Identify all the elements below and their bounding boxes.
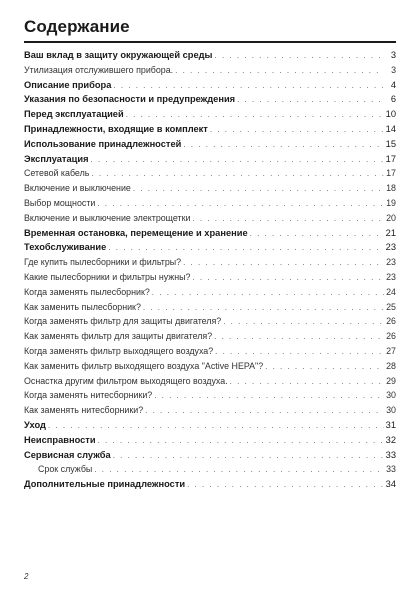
- toc-entry-label: Какие пылесборники и фильтры нужны?: [24, 271, 191, 282]
- toc-entry-page: 31: [385, 419, 396, 430]
- toc-entry[interactable]: [24, 139, 396, 154]
- toc-entry[interactable]: [24, 316, 396, 331]
- toc-entry-label: Включение и выключение электрощетки: [24, 212, 191, 223]
- dot-leader: [111, 81, 384, 90]
- toc-entry[interactable]: [24, 272, 396, 287]
- dot-leader: [213, 347, 384, 356]
- toc-entry-page: 10: [385, 109, 396, 120]
- toc-entry-label: Техобслуживание: [24, 242, 107, 253]
- toc-entry-page: 33: [386, 464, 396, 475]
- toc-entry[interactable]: [24, 464, 396, 479]
- toc-entry-page: 34: [385, 479, 396, 490]
- toc-entry-label: Описание прибора: [24, 79, 112, 90]
- toc-entry[interactable]: [24, 302, 396, 317]
- toc-entry-label: Как заменить фильтр выходящего воздуха "Active HEPA"?: [24, 360, 264, 371]
- toc-entry-page: 30: [386, 405, 396, 416]
- toc-entry[interactable]: [24, 183, 396, 198]
- toc-entry-page: 18: [386, 183, 396, 194]
- dot-leader: [95, 199, 384, 208]
- toc-entry-page: 32: [385, 434, 396, 445]
- toc-entry[interactable]: [24, 228, 396, 243]
- dot-leader: [106, 243, 384, 252]
- toc-entry-label: Указания по безопасности и предупреждения: [24, 94, 236, 105]
- page-number: 2: [24, 572, 29, 581]
- toc-entry-label: Включение и выключение: [24, 183, 131, 194]
- toc-entry[interactable]: [24, 94, 396, 109]
- toc-entry-label: Как заменять нитесборники?: [24, 405, 144, 416]
- dot-leader: [150, 288, 384, 297]
- toc-entry-label: Использование принадлежностей: [24, 138, 182, 149]
- toc-entry-label: Выбор мощности: [24, 197, 96, 208]
- toc-entry-label: Ваш вклад в защиту окружающей среды: [24, 50, 213, 60]
- toc-entry-page: 26: [386, 316, 396, 327]
- dot-leader: [111, 451, 384, 460]
- toc-entry-page: 6: [390, 94, 396, 105]
- toc-entry-page: 17: [386, 168, 396, 179]
- toc-entry-page: 23: [385, 242, 396, 253]
- toc-entry[interactable]: [24, 435, 396, 450]
- dot-leader: [221, 317, 384, 326]
- toc-entry[interactable]: [24, 213, 396, 228]
- toc-entry-page: 15: [385, 138, 396, 149]
- toc-entry[interactable]: [24, 479, 396, 494]
- toc-entry[interactable]: [24, 198, 396, 213]
- dot-leader: [143, 406, 384, 415]
- toc-entry-page: 27: [386, 345, 396, 356]
- toc-entry-label: Принадлежности, входящие в комплект: [24, 123, 208, 134]
- toc-entry-label: Сетевой кабель: [24, 168, 90, 179]
- toc-entry-label: Неисправности: [24, 434, 96, 445]
- toc-entry-label: Дополнительные принадлежности: [24, 479, 186, 490]
- toc-entry-label: Оснастка другим фильтром выходящего воздуха.: [24, 375, 228, 386]
- toc-entry-page: 23: [386, 257, 396, 268]
- toc-entry-page: 17: [385, 153, 396, 164]
- dot-leader: [89, 169, 384, 178]
- toc-entry-label: Как заменять фильтр для защиты двигателя?: [24, 331, 213, 342]
- dot-leader: [173, 66, 384, 75]
- toc-entry[interactable]: [24, 80, 396, 95]
- toc-entry[interactable]: [24, 109, 396, 124]
- toc-entry-page: 3: [391, 64, 396, 75]
- title-rule: [24, 41, 396, 43]
- dot-leader: [181, 258, 384, 267]
- toc-entry-label: Когда заменять нитесборники?: [24, 390, 153, 401]
- dot-leader: [152, 391, 384, 400]
- toc-entry[interactable]: [24, 376, 396, 391]
- toc-entry[interactable]: [24, 420, 396, 435]
- toc-entry-page: 21: [385, 227, 396, 238]
- toc-entry[interactable]: [24, 331, 396, 346]
- dot-leader: [141, 303, 384, 312]
- toc-entry[interactable]: [24, 390, 396, 405]
- toc-entry-label: Когда заменять пылесборник?: [24, 286, 150, 297]
- dot-leader: [190, 214, 384, 223]
- toc-entry-page: 26: [386, 331, 396, 342]
- toc-entry[interactable]: [24, 405, 396, 420]
- dot-leader: [248, 229, 384, 238]
- toc-entry[interactable]: [24, 50, 396, 65]
- toc-entry-page: 20: [386, 212, 396, 223]
- toc-entry-label: Где купить пылесборники и фильтры?: [24, 257, 182, 268]
- toc-entry-page: 3: [390, 50, 396, 60]
- toc-entry-page: 14: [385, 123, 396, 134]
- dot-leader: [212, 332, 384, 341]
- toc-entry[interactable]: [24, 257, 396, 272]
- toc-entry-page: 24: [386, 286, 396, 297]
- toc-entry-page: 28: [386, 360, 396, 371]
- toc-entry-page: 19: [386, 197, 396, 208]
- dot-leader: [92, 465, 384, 474]
- dot-leader: [46, 421, 384, 430]
- toc-entry-page: 33: [385, 449, 396, 460]
- toc-entry-label: Эксплуатация: [24, 153, 89, 164]
- table-of-contents: [24, 50, 396, 494]
- toc-entry[interactable]: [24, 168, 396, 183]
- dot-leader: [131, 184, 384, 193]
- dot-leader: [263, 362, 384, 371]
- toc-entry-label: Срок службы: [38, 464, 93, 475]
- toc-entry-label: Перед эксплуатацией: [24, 109, 124, 120]
- toc-entry-label: Временная остановка, перемещение и хранение: [24, 227, 248, 238]
- dot-leader: [181, 140, 384, 149]
- toc-entry-label: Уход: [24, 419, 46, 430]
- toc-entry-label: Когда заменять фильтр для защиты двигателя?: [24, 316, 222, 327]
- toc-entry[interactable]: [24, 65, 396, 80]
- toc-entry-page: 25: [386, 301, 396, 312]
- toc-entry-page: 30: [386, 390, 396, 401]
- dot-leader: [235, 95, 384, 104]
- dot-leader: [208, 125, 384, 134]
- toc-entry[interactable]: [24, 450, 396, 465]
- toc-entry-page: 4: [390, 79, 396, 90]
- toc-entry-label: Как заменить пылесборник?: [24, 301, 141, 312]
- toc-entry[interactable]: [24, 287, 396, 302]
- page-title: Содержание: [24, 17, 130, 36]
- toc-entry-label: Сервисная служба: [24, 449, 111, 460]
- toc-entry[interactable]: [24, 154, 396, 169]
- dot-leader: [213, 51, 385, 60]
- toc-entry[interactable]: [24, 242, 396, 257]
- dot-leader: [190, 273, 384, 282]
- toc-entry[interactable]: [24, 124, 396, 139]
- toc-entry-label: Утилизация отслужившего прибора.: [24, 64, 174, 75]
- dot-leader: [185, 480, 384, 489]
- toc-entry-label: Когда заменять фильтр выходящего воздуха?: [24, 345, 214, 356]
- toc-entry[interactable]: [24, 361, 396, 376]
- dot-leader: [228, 377, 384, 386]
- dot-leader: [89, 155, 384, 164]
- dot-leader: [124, 110, 384, 119]
- toc-entry-page: 29: [386, 375, 396, 386]
- dot-leader: [96, 436, 384, 445]
- toc-entry-page: 23: [386, 271, 396, 282]
- toc-entry[interactable]: [24, 346, 396, 361]
